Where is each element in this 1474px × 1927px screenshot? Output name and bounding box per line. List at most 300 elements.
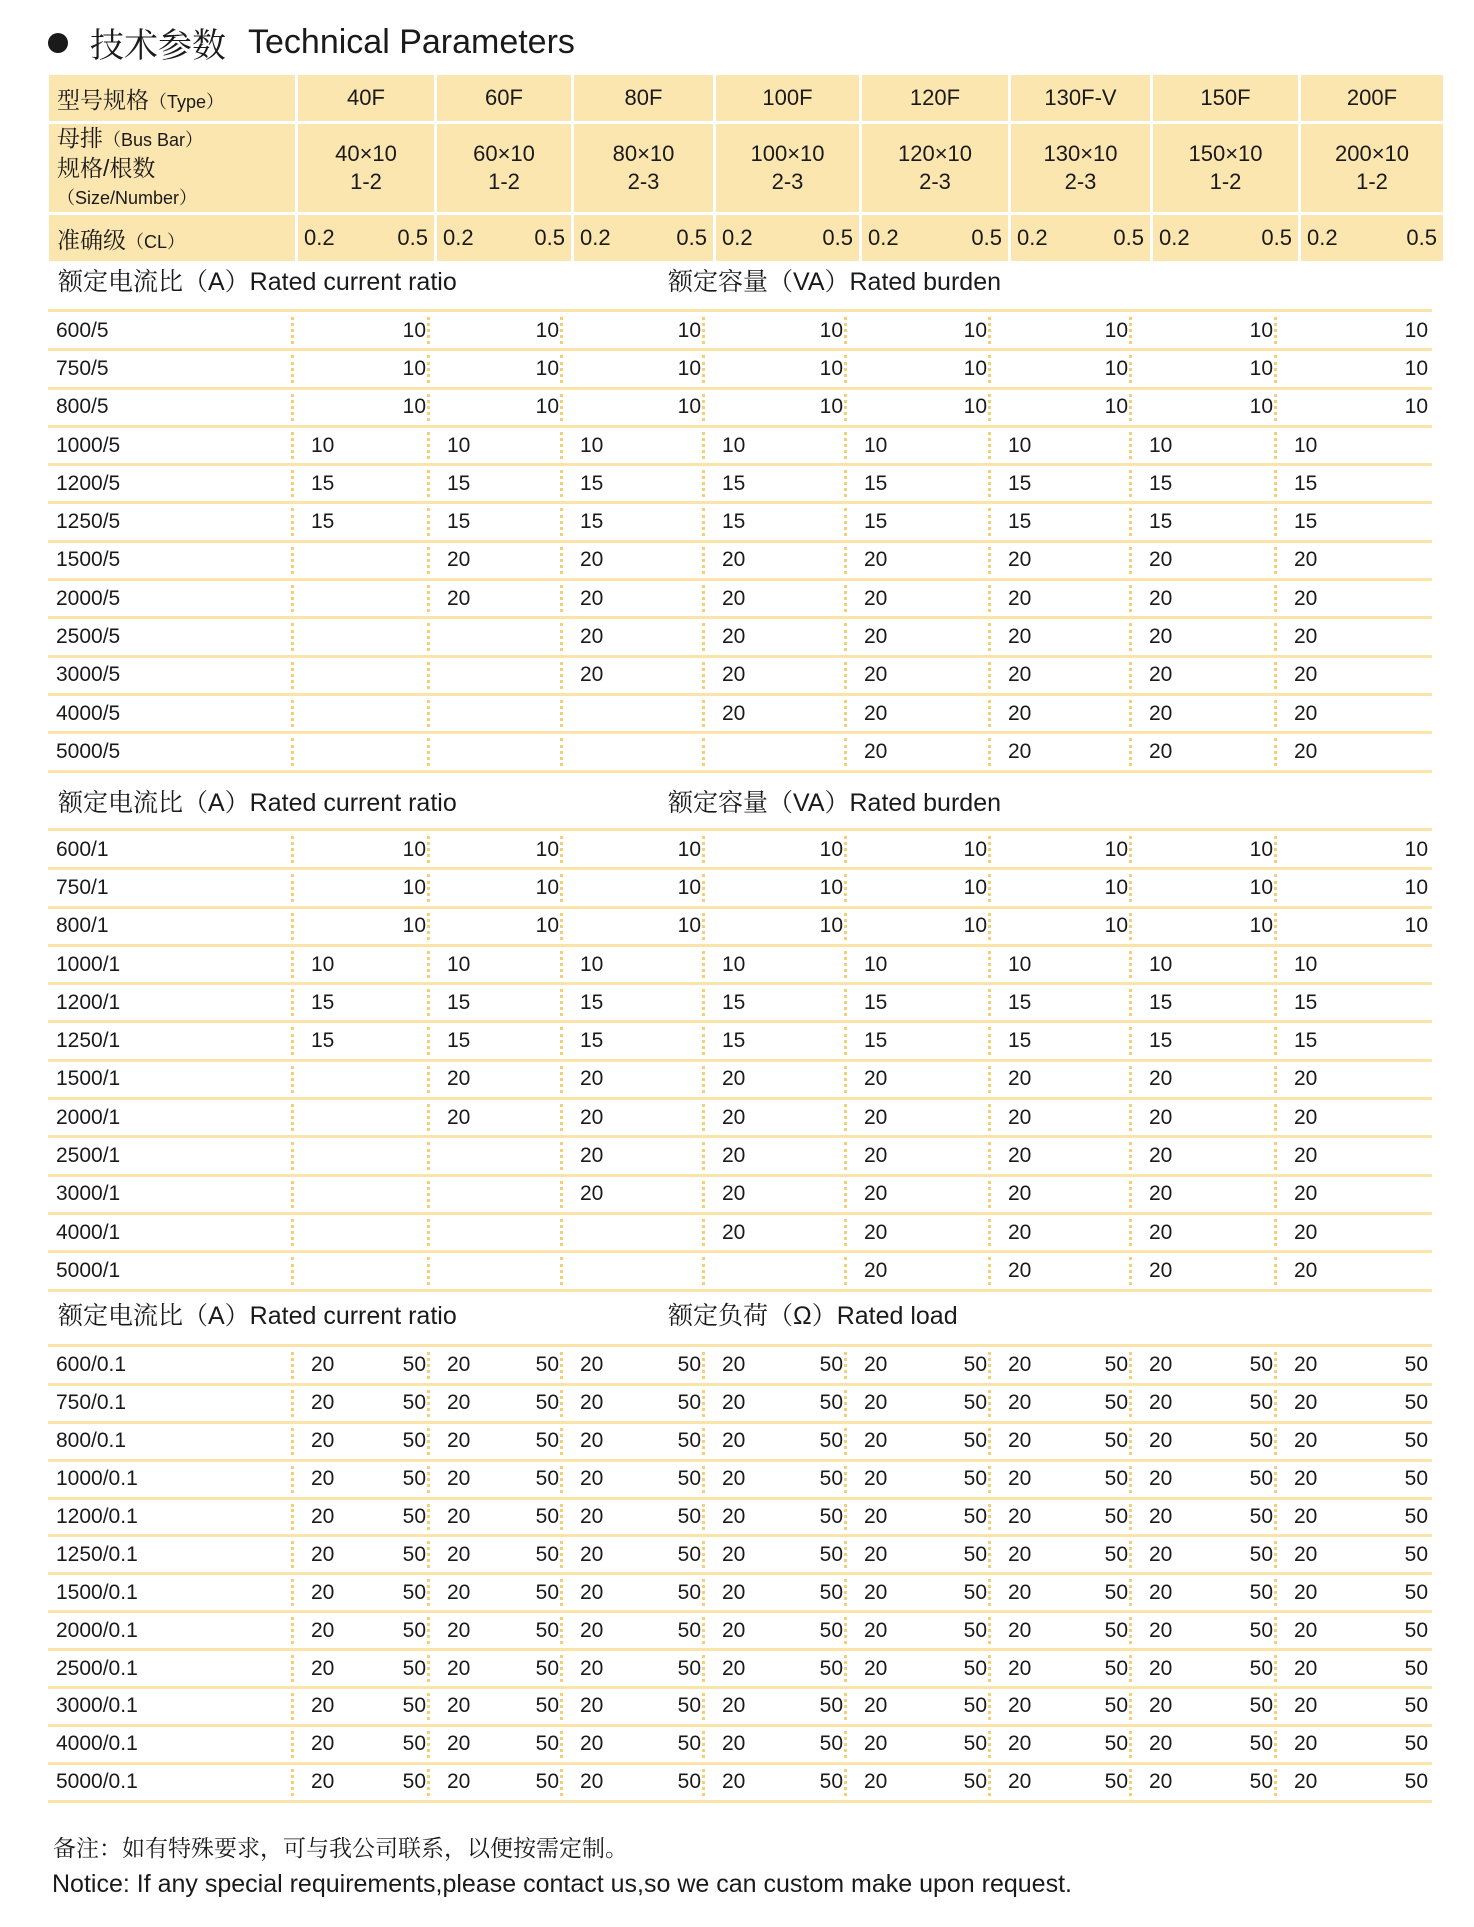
column-divider <box>291 1142 294 1169</box>
value-cell: 20 <box>722 1105 746 1129</box>
bus-bar-cell <box>1011 124 1150 212</box>
column-divider <box>1274 1104 1277 1131</box>
column-divider <box>702 1142 705 1169</box>
ratio-label: 800/5 <box>56 395 109 419</box>
value-cell: 20 <box>311 1732 335 1756</box>
column-divider <box>1129 1504 1132 1531</box>
value-cell: 20 <box>722 1656 746 1680</box>
column-divider <box>988 585 991 612</box>
value-cell: 50 <box>677 1429 701 1453</box>
value-cell: 20 <box>1008 701 1032 725</box>
column-divider <box>844 913 847 940</box>
value-cell: 20 <box>447 1542 471 1566</box>
ratio-label: 2000/1 <box>56 1105 121 1129</box>
value-cell: 20 <box>1149 548 1173 572</box>
column-divider <box>560 1066 563 1093</box>
value-cell: 10 <box>722 433 746 457</box>
column-divider <box>988 874 991 901</box>
column-divider <box>1129 1219 1132 1246</box>
value-cell: 50 <box>1404 1505 1428 1528</box>
value-cell: 20 <box>722 1182 746 1206</box>
column-divider <box>1129 317 1132 344</box>
value-cell: 20 <box>1149 1770 1173 1794</box>
value-cell: 10 <box>1104 837 1128 861</box>
column-divider <box>427 951 430 978</box>
column-divider <box>1274 1428 1277 1455</box>
value-cell: 20 <box>1149 1580 1173 1604</box>
column-divider <box>560 394 563 421</box>
value-cell: 20 <box>864 1618 888 1642</box>
column-divider <box>988 1617 991 1644</box>
column-divider <box>560 1142 563 1169</box>
value-cell: 50 <box>1104 1391 1128 1415</box>
value-cell: 50 <box>535 1542 559 1566</box>
value-cell: 10 <box>819 356 843 380</box>
value-cell: 50 <box>1104 1505 1128 1528</box>
value-cell: 50 <box>535 1391 559 1415</box>
value-cell: 15 <box>580 1029 604 1053</box>
column-divider <box>988 1390 991 1417</box>
value-cell: 50 <box>1404 1732 1428 1756</box>
column-divider <box>1129 623 1132 650</box>
value-cell: 10 <box>1249 875 1273 899</box>
accuracy-class-value: 0.5 <box>1406 225 1437 250</box>
column-divider <box>844 1769 847 1796</box>
value-cell: 15 <box>1008 471 1032 495</box>
value-cell: 15 <box>447 471 471 495</box>
value-cell: 10 <box>677 395 701 419</box>
value-cell: 15 <box>447 510 471 534</box>
value-cell: 20 <box>722 1618 746 1642</box>
column-divider <box>1129 1104 1132 1131</box>
value-cell: 50 <box>402 1542 426 1566</box>
column-divider <box>702 547 705 574</box>
table-row <box>48 1386 1432 1424</box>
bus-bar-number: 1-2 <box>1356 169 1388 194</box>
column-divider <box>427 317 430 344</box>
value-cell: 50 <box>1404 1694 1428 1718</box>
column-divider <box>291 951 294 978</box>
column-divider <box>702 1428 705 1455</box>
column-divider <box>988 1352 991 1379</box>
value-cell: 10 <box>1008 952 1032 976</box>
table-row <box>48 1462 1432 1500</box>
bus-bar-cell <box>1301 124 1443 212</box>
column-divider <box>1274 317 1277 344</box>
value-cell: 50 <box>677 1694 701 1718</box>
column-divider <box>291 394 294 421</box>
value-cell: 15 <box>311 1029 335 1053</box>
value-cell: 15 <box>864 471 888 495</box>
value-cell: 15 <box>1294 510 1318 534</box>
accuracy-class-label: 准确级（CL） <box>49 215 295 261</box>
column-divider <box>1129 1027 1132 1054</box>
ratio-label: 2500/0.1 <box>56 1656 138 1680</box>
value-cell: 20 <box>722 586 746 610</box>
column-divider <box>560 1466 563 1493</box>
column-divider <box>702 1579 705 1606</box>
value-cell: 50 <box>819 1618 843 1642</box>
column-divider <box>988 1428 991 1455</box>
value-cell: 15 <box>1149 471 1173 495</box>
value-cell: 50 <box>1249 1656 1273 1680</box>
column-divider <box>988 1466 991 1493</box>
column-divider <box>291 1579 294 1606</box>
value-cell: 50 <box>963 1391 987 1415</box>
value-cell: 20 <box>1294 663 1318 687</box>
column-divider <box>844 355 847 382</box>
bus-bar-cell <box>574 124 713 212</box>
value-cell: 20 <box>864 1391 888 1415</box>
column-divider <box>1274 1390 1277 1417</box>
accuracy-class-value: 0.5 <box>397 225 428 250</box>
column-divider <box>427 1655 430 1682</box>
column-divider <box>560 1504 563 1531</box>
bullet-icon <box>48 33 68 53</box>
column-divider <box>988 508 991 535</box>
column-divider <box>291 1428 294 1455</box>
value-cell: 10 <box>677 318 701 342</box>
value-cell: 10 <box>402 875 426 899</box>
value-cell: 50 <box>1249 1467 1273 1491</box>
column-divider <box>1274 989 1277 1016</box>
value-cell: 15 <box>864 990 888 1014</box>
value-cell: 20 <box>1294 625 1318 649</box>
value-cell: 20 <box>580 586 604 610</box>
value-cell: 50 <box>819 1391 843 1415</box>
value-cell: 20 <box>580 625 604 649</box>
value-cell: 50 <box>819 1542 843 1566</box>
value-cell: 50 <box>1104 1694 1128 1718</box>
value-cell: 50 <box>1249 1618 1273 1642</box>
column-divider <box>1129 1769 1132 1796</box>
type-cell: 200F <box>1301 75 1443 121</box>
column-divider <box>702 1181 705 1208</box>
value-cell: 20 <box>1294 1353 1318 1377</box>
value-cell: 10 <box>963 395 987 419</box>
value-cell: 15 <box>1149 510 1173 534</box>
value-cell: 10 <box>580 433 604 457</box>
value-cell: 50 <box>1404 1580 1428 1604</box>
value-cell: 20 <box>864 663 888 687</box>
column-divider <box>1129 355 1132 382</box>
value-cell: 20 <box>1294 1220 1318 1244</box>
value-cell: 10 <box>1149 952 1173 976</box>
value-cell: 20 <box>1008 1220 1032 1244</box>
column-divider <box>427 1219 430 1246</box>
column-divider <box>702 1390 705 1417</box>
column-divider <box>1274 1027 1277 1054</box>
value-cell: 50 <box>677 1580 701 1604</box>
column-divider <box>988 1731 991 1758</box>
value-cell: 20 <box>447 1105 471 1129</box>
accuracy-class-value: 0.2 <box>868 225 899 250</box>
bus-bar-cell <box>862 124 1008 212</box>
value-cell: 20 <box>1149 739 1173 763</box>
value-cell: 50 <box>1249 1391 1273 1415</box>
column-divider <box>1274 355 1277 382</box>
value-cell: 50 <box>1404 1770 1428 1794</box>
value-cell: 20 <box>722 1220 746 1244</box>
value-cell: 20 <box>1294 1258 1318 1282</box>
table-row <box>48 543 1432 581</box>
table-row <box>48 428 1432 466</box>
value-cell: 50 <box>402 1467 426 1491</box>
column-divider <box>560 1257 563 1284</box>
value-cell: 20 <box>864 701 888 725</box>
column-divider <box>702 317 705 344</box>
value-cell: 20 <box>580 1618 604 1642</box>
value-cell: 20 <box>447 1580 471 1604</box>
value-cell: 20 <box>864 1067 888 1091</box>
column-divider <box>1129 1655 1132 1682</box>
table-row <box>48 1100 1432 1138</box>
value-cell: 20 <box>580 1732 604 1756</box>
value-cell: 20 <box>1149 1353 1173 1377</box>
table-row <box>48 466 1432 504</box>
value-cell: 20 <box>1008 739 1032 763</box>
column-divider <box>844 700 847 727</box>
value-cell: 20 <box>722 1542 746 1566</box>
column-divider <box>427 874 430 901</box>
column-divider <box>1274 1219 1277 1246</box>
table-row <box>48 1651 1432 1689</box>
column-divider <box>988 1504 991 1531</box>
value-cell: 20 <box>722 1770 746 1794</box>
value-cell: 20 <box>1294 1694 1318 1718</box>
ratio-label: 600/5 <box>56 318 109 342</box>
value-cell: 50 <box>535 1580 559 1604</box>
value-cell: 20 <box>580 1770 604 1794</box>
value-cell: 15 <box>722 510 746 534</box>
ratio-label: 750/5 <box>56 356 109 380</box>
value-cell: 15 <box>1294 1029 1318 1053</box>
column-divider <box>988 470 991 497</box>
value-cell: 50 <box>535 1770 559 1794</box>
bus-bar-number: 2-3 <box>771 169 804 194</box>
value-cell: 20 <box>864 1144 888 1168</box>
column-divider <box>1129 547 1132 574</box>
value-cell: 50 <box>402 1732 426 1756</box>
value-cell: 20 <box>1008 1580 1032 1604</box>
value-cell: 20 <box>1294 701 1318 725</box>
bus-bar-cell <box>437 124 571 212</box>
column-divider <box>560 1769 563 1796</box>
column-divider <box>702 662 705 689</box>
column-divider <box>560 1617 563 1644</box>
value-cell: 50 <box>402 1770 426 1794</box>
column-divider <box>844 585 847 612</box>
column-divider <box>560 470 563 497</box>
column-divider <box>844 989 847 1016</box>
ratio-label: 1200/5 <box>56 471 121 495</box>
value-cell: 15 <box>311 510 335 534</box>
column-divider <box>988 317 991 344</box>
column-divider <box>702 508 705 535</box>
column-divider <box>988 836 991 863</box>
value-cell: 50 <box>535 1505 559 1528</box>
column-divider <box>1129 1352 1132 1379</box>
value-cell: 20 <box>1008 1467 1032 1491</box>
value-cell: 20 <box>1008 1391 1032 1415</box>
value-cell: 10 <box>535 837 559 861</box>
column-divider <box>1274 1142 1277 1169</box>
value-cell: 20 <box>722 1505 746 1528</box>
column-divider <box>1129 700 1132 727</box>
column-divider <box>427 1428 430 1455</box>
accuracy-class-cell <box>1301 215 1443 261</box>
ratio-label: 800/1 <box>56 914 109 938</box>
column-divider <box>560 508 563 535</box>
column-divider <box>702 394 705 421</box>
value-cell: 10 <box>677 356 701 380</box>
ratio-label: 1500/1 <box>56 1067 121 1091</box>
value-cell: 10 <box>402 395 426 419</box>
column-divider <box>427 1504 430 1531</box>
table-row <box>48 985 1432 1023</box>
value-cell: 20 <box>1008 625 1032 649</box>
value-cell: 15 <box>447 1029 471 1053</box>
column-divider <box>1129 1617 1132 1644</box>
column-divider <box>291 1466 294 1493</box>
column-divider <box>702 1693 705 1720</box>
value-cell: 20 <box>864 1182 888 1206</box>
column-divider <box>988 394 991 421</box>
accuracy-class-cell <box>716 215 859 261</box>
column-divider <box>844 1579 847 1606</box>
value-cell: 10 <box>402 318 426 342</box>
column-divider <box>988 1655 991 1682</box>
value-cell: 20 <box>447 1353 471 1377</box>
value-cell: 10 <box>1249 837 1273 861</box>
value-cell: 20 <box>1294 1580 1318 1604</box>
column-divider <box>1274 1066 1277 1093</box>
value-cell: 20 <box>1294 1182 1318 1206</box>
value-cell: 20 <box>722 1694 746 1718</box>
column-divider <box>560 355 563 382</box>
value-cell: 10 <box>864 952 888 976</box>
value-cell: 50 <box>402 1391 426 1415</box>
column-divider <box>560 623 563 650</box>
value-cell: 20 <box>1149 586 1173 610</box>
column-divider <box>427 585 430 612</box>
value-cell: 50 <box>1404 1353 1428 1377</box>
value-cell: 50 <box>1104 1353 1128 1377</box>
value-cell: 10 <box>722 952 746 976</box>
value-cell: 20 <box>311 1542 335 1566</box>
column-divider <box>844 1655 847 1682</box>
column-divider <box>560 836 563 863</box>
value-cell: 50 <box>535 1618 559 1642</box>
bus-bar-number: 1-2 <box>350 169 382 194</box>
column-divider <box>844 394 847 421</box>
value-cell: 20 <box>864 1542 888 1566</box>
column-divider <box>1129 1428 1132 1455</box>
column-divider <box>988 700 991 727</box>
value-cell: 50 <box>535 1467 559 1491</box>
value-cell: 50 <box>402 1353 426 1377</box>
value-cell: 20 <box>580 1694 604 1718</box>
type-row <box>49 75 1443 121</box>
column-divider <box>1129 1466 1132 1493</box>
accuracy-class-row <box>49 215 1443 261</box>
accuracy-class-value: 0.2 <box>1307 225 1338 250</box>
value-cell: 20 <box>1294 1770 1318 1794</box>
column-divider <box>844 1731 847 1758</box>
column-divider <box>1274 913 1277 940</box>
column-divider <box>291 1541 294 1568</box>
value-cell: 10 <box>1149 433 1173 457</box>
ratio-label: 2500/1 <box>56 1144 121 1168</box>
column-divider <box>844 1219 847 1246</box>
column-divider <box>291 1257 294 1284</box>
column-divider <box>702 1617 705 1644</box>
value-cell: 50 <box>1249 1732 1273 1756</box>
column-divider <box>291 623 294 650</box>
column-divider <box>844 470 847 497</box>
value-cell: 50 <box>963 1467 987 1491</box>
column-divider <box>1129 738 1132 765</box>
value-cell: 50 <box>963 1694 987 1718</box>
value-cell: 20 <box>311 1618 335 1642</box>
accuracy-class-value: 0.2 <box>443 225 474 250</box>
value-cell: 50 <box>1104 1732 1128 1756</box>
column-divider <box>427 1466 430 1493</box>
value-cell: 10 <box>1404 318 1428 342</box>
value-cell: 10 <box>311 952 335 976</box>
value-cell: 20 <box>447 1732 471 1756</box>
column-divider <box>1129 913 1132 940</box>
column-divider <box>291 432 294 459</box>
value-cell: 20 <box>1294 739 1318 763</box>
value-cell: 20 <box>864 1467 888 1491</box>
table-row <box>48 947 1432 985</box>
value-cell: 50 <box>1404 1429 1428 1453</box>
column-divider <box>560 1352 563 1379</box>
column-divider <box>702 738 705 765</box>
value-cell: 20 <box>1008 1144 1032 1168</box>
value-cell: 20 <box>447 1770 471 1794</box>
column-divider <box>988 1104 991 1131</box>
value-cell: 20 <box>864 1105 888 1129</box>
column-divider <box>1274 1541 1277 1568</box>
value-cell: 20 <box>580 1144 604 1168</box>
column-divider <box>1274 470 1277 497</box>
table-row <box>48 1575 1432 1613</box>
value-cell: 15 <box>722 471 746 495</box>
section-title-right: 额定容量（VA）Rated burden <box>668 268 1001 296</box>
value-cell: 20 <box>580 1067 604 1091</box>
value-cell: 20 <box>1149 1067 1173 1091</box>
column-divider <box>844 547 847 574</box>
column-divider <box>844 1066 847 1093</box>
value-cell: 20 <box>722 548 746 572</box>
value-cell: 10 <box>1404 356 1428 380</box>
column-divider <box>427 355 430 382</box>
value-cell: 50 <box>963 1542 987 1566</box>
value-cell: 50 <box>677 1505 701 1528</box>
value-cell: 15 <box>580 990 604 1014</box>
value-cell: 20 <box>1008 1182 1032 1206</box>
value-cell: 20 <box>722 1353 746 1377</box>
column-divider <box>844 1541 847 1568</box>
value-cell: 10 <box>677 914 701 938</box>
type-label: 型号规格（Type） <box>49 75 295 121</box>
value-cell: 10 <box>963 875 987 899</box>
table-row <box>48 1765 1432 1803</box>
column-divider <box>702 951 705 978</box>
column-divider <box>988 1142 991 1169</box>
